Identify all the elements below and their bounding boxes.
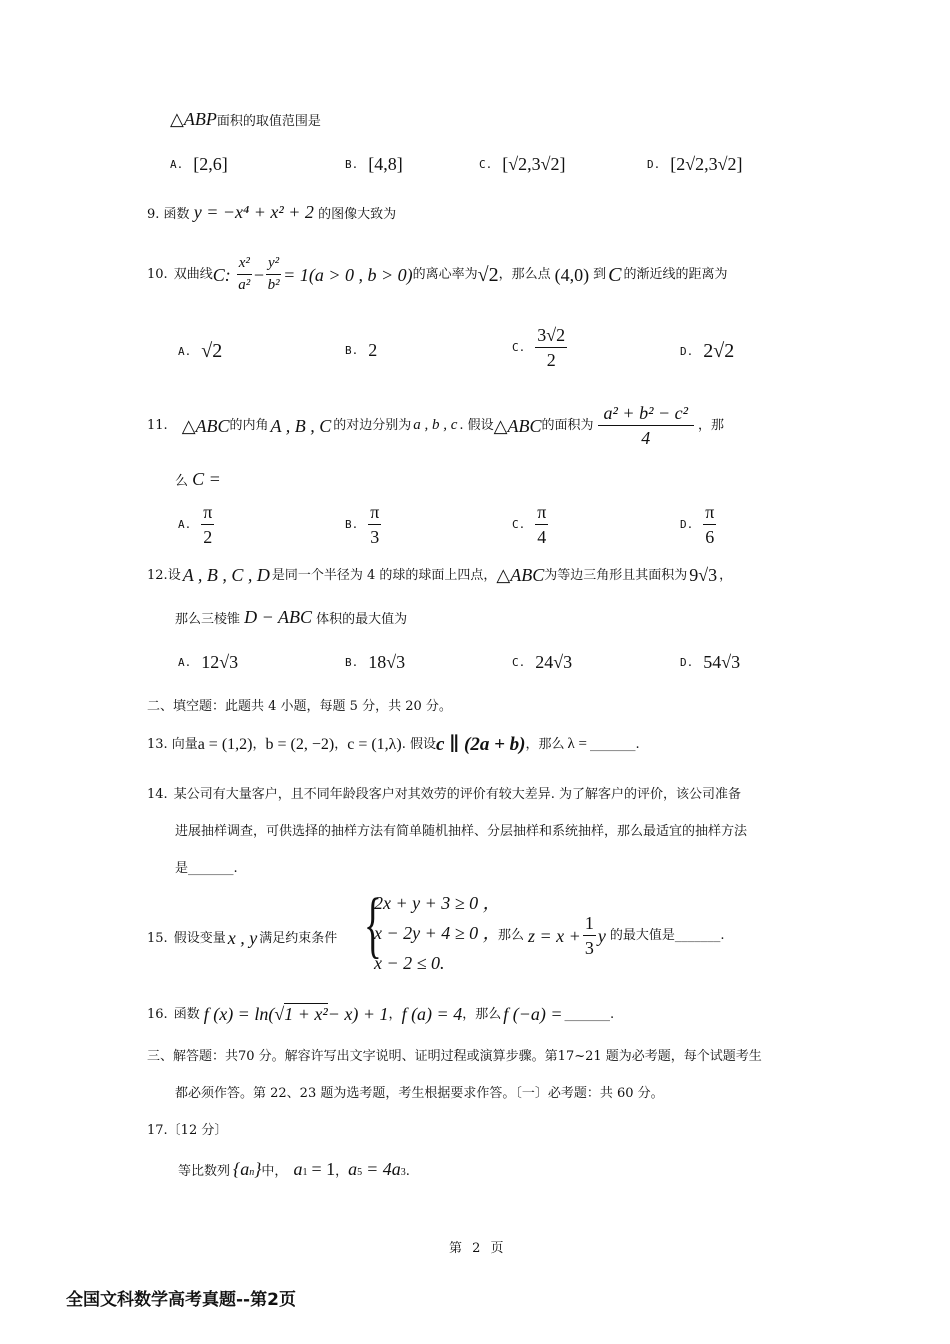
q11-option-c[interactable] [512, 503, 548, 547]
q11-option-b[interactable] [345, 503, 381, 547]
page-number: 第 2 页 [449, 1241, 507, 1256]
q13-vector-a: a = (1,2) [197, 735, 253, 753]
q17-a1-sub: 1 [302, 1167, 308, 1178]
q9 [147, 203, 396, 221]
q15-brace: { [364, 884, 382, 966]
question-number: 9. [147, 207, 160, 222]
frac-denominator: 3 [370, 526, 380, 547]
q13: 13. 向量 a = (1,2) ， b = (2, −2) ， c = (1,λ) . 假设 c ∥ (2a + b) ，那么 λ = _______. [147, 734, 640, 755]
q11-triangle2: △ABC [493, 415, 542, 436]
option-letter: C. [512, 341, 526, 355]
frac-numerator: π [703, 503, 716, 525]
q11-area-fraction [598, 404, 694, 448]
q16-mid: ，那么 [462, 1006, 502, 1022]
option-letter: A. [170, 158, 184, 171]
option-value: [√2,3√2] [502, 154, 566, 174]
option-letter: C. [512, 518, 526, 532]
q10-c-letter: C [608, 263, 622, 286]
option-value: 54√3 [703, 652, 741, 672]
q15-objective-post: y [597, 925, 606, 946]
option-letter: D. [647, 158, 661, 171]
q10 [147, 256, 728, 294]
section-3-heading: 三、解答题：共70 分。解容许写出文字说明、证明过程或演算步骤。第17~21 题为必考题，每个试题考生 [147, 1049, 762, 1064]
option-letter: A. [178, 518, 192, 532]
q11-sides: a , b , c [413, 417, 458, 434]
q12-option-c[interactable] [512, 652, 572, 673]
q11 [147, 404, 724, 448]
q17-header: 17.〔12 分〕 [147, 1123, 228, 1138]
q8-option-c[interactable] [479, 154, 566, 175]
q11-triangle: △ABC [181, 415, 230, 436]
q16-given: f (a) = 4 [401, 1004, 463, 1024]
q9-formula: y = −x⁴ + x² + 2 [193, 202, 314, 222]
q14-line2: 进展抽样调查，可供选择的抽样方法有简单随机抽样、分层抽样和系统抽样，那么最适宜的抽样方法 [175, 824, 748, 839]
q11-text5: ，那 [698, 418, 725, 434]
section-2-heading: 二、填空题：此题共 4 小题，每题 5 分，共 20 分。 [147, 699, 452, 714]
q12-text3: ， [719, 567, 733, 583]
q11-text2: 的对边分别为 [333, 418, 412, 434]
q12-line2 [175, 608, 407, 626]
option-letter: B. [345, 518, 359, 532]
q17-sequence-sub: n [249, 1167, 255, 1178]
q10-pre: 双曲线 [173, 267, 213, 283]
q14-line1 [147, 788, 741, 801]
q13-post: ，那么 [525, 737, 565, 752]
q14-text: 某公司有大量客户，且不同年龄段客户对其效劳的评价有较大差异. 为了解客户的评价，该公司准备 [173, 787, 741, 802]
question-number: 11. [147, 418, 168, 434]
option-letter: C. [512, 656, 526, 669]
question-number: 14. [147, 787, 168, 802]
frac-numerator: 3√2 [535, 326, 567, 348]
q16-sqrt: √1 + x² [274, 1004, 328, 1024]
q11-text1: 的内角 [229, 418, 269, 434]
q15-answer-blank[interactable]: 的最大值是_______. [609, 928, 725, 944]
q10-point: (4,0) [554, 264, 590, 285]
q17-sequence: {a [233, 1159, 250, 1179]
frac-denominator: 4 [537, 526, 547, 547]
q10-option-b[interactable] [345, 340, 377, 361]
q10-post: 的渐近线的距离为 [623, 267, 728, 283]
option-value: 18√3 [368, 652, 406, 672]
q17-a3-sub: 3 [400, 1167, 406, 1178]
option-value: [2,6] [193, 154, 228, 174]
option-fraction [201, 503, 214, 547]
q17-end: . [405, 1164, 410, 1179]
option-letter: D. [680, 345, 694, 358]
q12-line2-pre: 那么三棱锥 [175, 612, 241, 627]
q16-separator: ， [388, 1006, 402, 1022]
q16-pre: 函数 [173, 1006, 200, 1022]
frac-numerator: a² + b² − c² [598, 404, 694, 426]
q15-post1: 那么 [498, 928, 525, 944]
q17-mid: 中， [261, 1164, 288, 1179]
question-number: 12. [147, 567, 168, 583]
frac-denominator: a² [238, 276, 251, 293]
q17-comma: ， [335, 1164, 349, 1179]
section-3-subtext: 都必须作答。第 22、23 题为选考题，考生根据要求作答。〔一〕必考题：共 60 分。 [175, 1086, 664, 1101]
option-value: √2 [201, 340, 223, 362]
q12-option-b[interactable] [345, 652, 405, 673]
option-letter: A. [178, 656, 192, 669]
q15-lead [147, 929, 337, 947]
q12-area: 9√3 [689, 565, 718, 585]
q10-frac-y [266, 256, 281, 294]
q15-objective [498, 914, 724, 958]
q17-sequence-close: } [254, 1159, 262, 1179]
q12-option-d[interactable] [680, 652, 740, 673]
q15-constraint-2: x − 2y + 4 ≥ 0 ， [374, 923, 501, 943]
q17-a1-eq: = 1 [311, 1159, 336, 1179]
q10-minus: − [253, 264, 265, 285]
q11-line2-formula: C = [192, 469, 221, 489]
q17-a5-eq: = 4a [366, 1159, 401, 1179]
frac-numerator: π [368, 503, 381, 525]
option-value: 24√3 [535, 652, 573, 672]
q8-option-a[interactable] [170, 154, 228, 175]
q9-post: 的图像大致为 [318, 207, 397, 222]
q8-option-b[interactable] [345, 154, 403, 175]
q16 [147, 1005, 614, 1023]
option-value: 2 [368, 340, 378, 360]
q16-function-pre: f (x) = ln( [203, 1004, 275, 1024]
option-letter: B. [345, 158, 359, 171]
option-letter: A. [178, 345, 192, 358]
question-number: 15. [147, 930, 168, 946]
q16-sqrt-content: 1 + x² [284, 1004, 328, 1024]
document-footer: 全国文科数学高考真题--第2页 [66, 1290, 296, 1310]
frac-numerator: x² [237, 256, 252, 275]
question-number: 16. [147, 1006, 168, 1022]
q15-objective-fraction [583, 914, 596, 958]
q11-text4: 的面积为 [541, 418, 594, 434]
frac-denominator: 2 [203, 526, 213, 547]
frac-numerator: y² [266, 256, 281, 275]
q15-objective-pre: z = x + [528, 925, 581, 946]
q11-line2 [175, 470, 221, 488]
q17-a1: a [293, 1159, 303, 1179]
q10-option-a[interactable] [178, 340, 222, 363]
option-fraction [535, 326, 567, 370]
q11-angles: A , B , C [270, 415, 332, 436]
q11-option-a[interactable] [178, 503, 214, 547]
q10-frac-x [237, 256, 252, 294]
q13-vector-c: c = (1,λ) [347, 735, 402, 753]
q16-ask: f (−a) = [503, 1004, 563, 1024]
q13-pre: 向量 [171, 737, 198, 752]
q15-pre: 假设变量 [173, 930, 226, 946]
option-letter: D. [680, 656, 694, 669]
option-letter: C. [479, 158, 493, 171]
q17-a5: a [348, 1159, 358, 1179]
q10-mid2: ，那么点 [498, 267, 551, 283]
q12-text2: 为等边三角形且其面积为 [544, 567, 688, 583]
question-number: 13. [147, 737, 168, 752]
frac-denominator: 3 [584, 937, 594, 958]
frac-numerator: π [201, 503, 214, 525]
option-value: [2√2,3√2] [670, 154, 743, 174]
q10-mid1: 的离心率为 [412, 267, 478, 283]
frac-denominator: b² [267, 276, 280, 293]
option-fraction [535, 503, 548, 547]
option-letter: B. [345, 656, 359, 669]
question-number: 10. [147, 267, 168, 283]
q15-variables: x , y [227, 928, 258, 948]
q12-points: A , B , C , D [182, 565, 270, 585]
q13-mid: . 假设 [401, 737, 437, 752]
option-value: 2√2 [703, 340, 735, 362]
q12-line2-post: 体积的最大值为 [316, 612, 408, 627]
q8-stem-text: 面积的取值范围是 [216, 114, 321, 129]
frac-denominator: 6 [705, 526, 715, 547]
q15-constraint-3: x − 2 ≤ 0. [374, 953, 445, 973]
q11-option-d[interactable] [680, 503, 716, 547]
q17-a5-sub: 5 [357, 1167, 363, 1178]
q10-option-d[interactable] [680, 340, 734, 363]
frac-numerator: π [535, 503, 548, 525]
frac-denominator: 4 [641, 427, 651, 448]
q13-vector-b: b = (2, −2) [265, 735, 335, 753]
q16-function-post: − x) + 1 [327, 1004, 389, 1024]
option-letter: D. [680, 518, 694, 532]
q16-answer-blank[interactable]: _______. [564, 1006, 615, 1022]
q12-pyramid: D − ABC [244, 607, 312, 627]
q10-eq-tail: = 1(a > 0 , b > 0) [283, 264, 413, 285]
q17-body [178, 1160, 410, 1178]
option-fraction [703, 503, 716, 547]
q10-mid3: 到 [593, 267, 607, 283]
q11-text3: . 假设 [459, 418, 494, 434]
q12-pre: 设 [167, 567, 181, 583]
q13-lambda: λ = [567, 736, 588, 752]
option-letter: B. [345, 344, 359, 357]
q17-pre: 等比数列 [178, 1164, 231, 1179]
q10-eccentricity: √2 [477, 263, 499, 286]
option-fraction [368, 503, 381, 547]
frac-numerator: 1 [583, 914, 596, 936]
q10-curve-name: C: [212, 264, 231, 285]
q13-answer-blank[interactable]: _______. [590, 737, 640, 752]
option-value: [4,8] [368, 154, 403, 174]
q11-line2-pre: 么 [175, 474, 189, 489]
q14-line3[interactable]: 是_______. [175, 861, 238, 876]
q10-option-c[interactable] [512, 326, 567, 370]
q12 [147, 566, 732, 584]
q8-option-d[interactable] [647, 154, 743, 175]
q12-triangle: △ABC [496, 565, 545, 585]
q8-stem [170, 110, 321, 128]
q13-condition: c ∥ (2a + b) [436, 734, 526, 755]
q12-text1: 是同一个半径为 4 的球的球面上四点， [271, 567, 497, 583]
option-value: 12√3 [201, 652, 239, 672]
q15-mid: 满足约束条件 [259, 930, 338, 946]
q15-constraint-1: 2x + y + 3 ≥ 0 ， [374, 893, 501, 913]
q12-option-a[interactable] [178, 652, 238, 673]
frac-denominator: 2 [546, 349, 556, 370]
q9-pre: 函数 [163, 207, 190, 222]
q8-triangle: △ABP [170, 109, 217, 129]
